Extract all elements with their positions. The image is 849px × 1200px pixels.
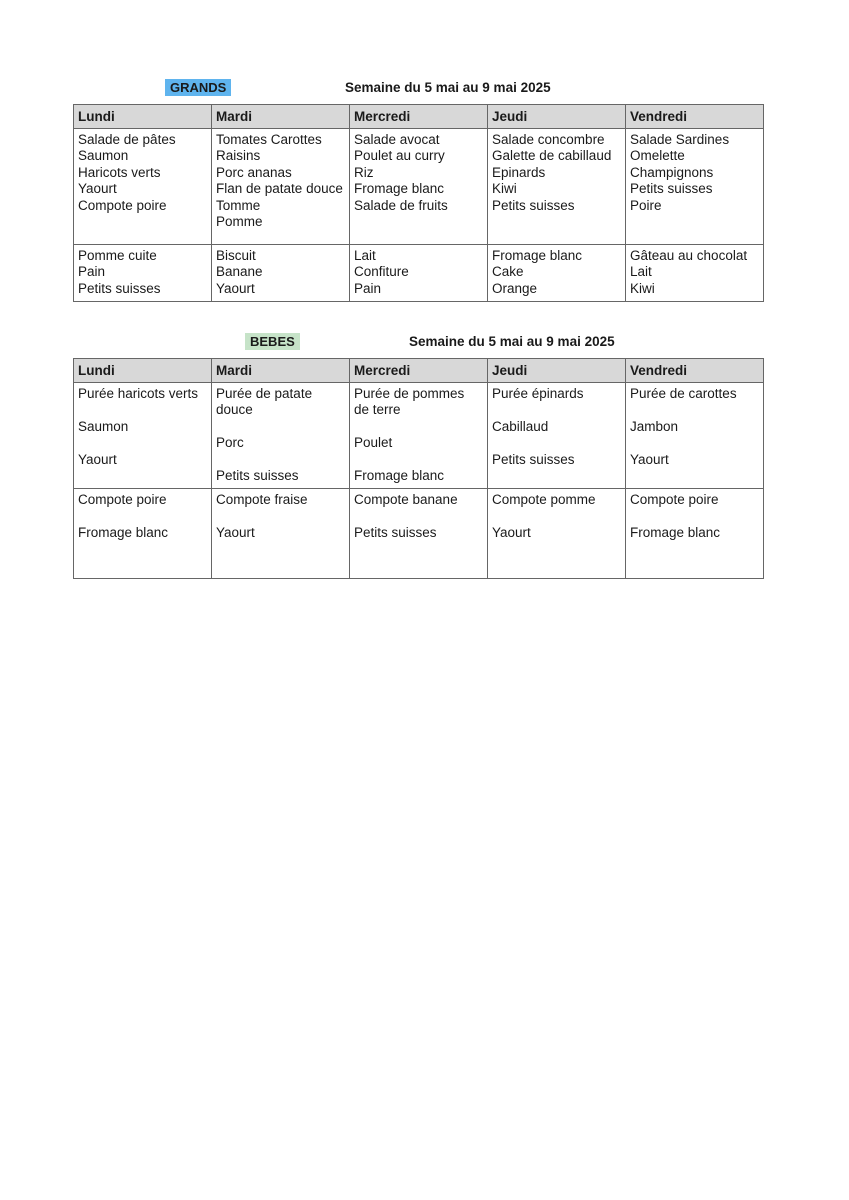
- bebes-lunch-lundi: [74, 383, 212, 489]
- menu-item: Pomme cuite: [78, 248, 157, 263]
- menu-item: Purée de pommes de terre: [354, 386, 465, 418]
- spacer: [630, 435, 759, 451]
- menu-item: Raisins: [216, 148, 261, 164]
- menu-item: Gâteau au chocolat: [630, 248, 748, 263]
- menu-item: Riz: [354, 164, 374, 180]
- menu-item: Pain: [78, 264, 106, 280]
- menu-item: Salade de fruits: [354, 197, 448, 213]
- menu-item: Salade Sardines: [630, 132, 730, 147]
- menu-item: Poire: [630, 197, 662, 213]
- grands-lunch-vendredi: [626, 129, 764, 245]
- menu-item: Compote fraise: [216, 492, 308, 507]
- bebes-snack-mercredi: [350, 489, 488, 579]
- menu-item: Galette de cabillaud: [492, 148, 612, 164]
- spacer: [630, 402, 759, 418]
- menu-item: Kiwi: [492, 181, 517, 197]
- grands-menu-table: [73, 104, 764, 302]
- menu-item: Yaourt: [78, 181, 117, 197]
- menu-item: Compote poire: [630, 492, 719, 507]
- menu-item: Epinards: [492, 164, 546, 180]
- menu-item: Petits suisses: [78, 280, 161, 296]
- menu-item: Pain: [354, 280, 382, 296]
- grands-week-title: Semaine du 5 mai au 9 mai 2025: [345, 80, 551, 95]
- bebes-snack-vendredi: [626, 489, 764, 579]
- grands-header: [0, 78, 849, 98]
- spacer: [78, 435, 207, 451]
- menu-item: Compote banane: [354, 492, 458, 507]
- grands-day-mardi: Mardi: [212, 105, 350, 129]
- menu-item: Petits suisses: [216, 468, 299, 483]
- menu-item: Yaourt: [492, 524, 531, 540]
- bebes-day-vendredi: Vendredi: [626, 359, 764, 383]
- grands-snack-mardi: [212, 245, 350, 302]
- grands-label: GRANDS: [165, 79, 231, 96]
- menu-item: Jambon: [630, 418, 679, 434]
- bebes-day-mardi: Mardi: [212, 359, 350, 383]
- menu-item: Porc: [216, 435, 244, 451]
- menu-item: Poulet au curry: [354, 148, 445, 164]
- grands-lunch-mardi: [212, 129, 350, 245]
- bebes-lunch-mardi: [212, 383, 350, 489]
- menu-item: Petits suisses: [630, 181, 713, 197]
- spacer: [216, 508, 345, 524]
- grands-snack-vendredi: [626, 245, 764, 302]
- menu-item: Fromage blanc: [630, 524, 721, 540]
- bebes-lunch-mercredi: [350, 383, 488, 489]
- grands-day-vendredi: Vendredi: [626, 105, 764, 129]
- menu-item: Confiture: [354, 264, 409, 280]
- menu-item: Petits suisses: [492, 197, 575, 213]
- grands-lunch-row: [74, 129, 764, 245]
- menu-item: Pomme: [216, 214, 263, 230]
- menu-item: Salade de pâtes: [78, 132, 176, 147]
- bebes-day-jeudi: Jeudi: [488, 359, 626, 383]
- menu-item: Petits suisses: [354, 524, 437, 540]
- spacer: [492, 435, 621, 451]
- bebes-lunch-vendredi: [626, 383, 764, 489]
- spacer: [492, 508, 621, 524]
- grands-snack-lundi: [74, 245, 212, 302]
- bebes-snack-row: [74, 489, 764, 579]
- bebes-snack-jeudi: [488, 489, 626, 579]
- menu-item: Tomates Carottes: [216, 132, 322, 147]
- menu-item: Compote poire: [78, 197, 167, 213]
- grands-lunch-jeudi: [488, 129, 626, 245]
- menu-item: Flan de patate douce: [216, 181, 343, 197]
- menu-item: Saumon: [78, 418, 129, 434]
- menu-item: Salade concombre: [492, 132, 605, 147]
- menu-item: Compote poire: [78, 492, 167, 507]
- menu-item: Purée épinards: [492, 386, 584, 401]
- menu-item: Yaourt: [216, 524, 255, 540]
- spacer: [354, 508, 483, 524]
- grands-lunch-lundi: [74, 129, 212, 245]
- menu-item: Kiwi: [630, 280, 655, 296]
- menu-item: Purée haricots verts: [78, 386, 199, 401]
- grands-snack-row: [74, 245, 764, 302]
- menu-item: Salade avocat: [354, 132, 440, 147]
- menu-item: Orange: [492, 280, 538, 296]
- spacer: [216, 452, 345, 468]
- grands-day-lundi: Lundi: [74, 105, 212, 129]
- menu-item: Fromage blanc: [492, 248, 583, 263]
- menu-item: Haricots verts: [78, 164, 161, 180]
- menu-item: Fromage blanc: [354, 468, 445, 483]
- menu-item: Tomme: [216, 197, 261, 213]
- bebes-header: [0, 332, 849, 352]
- menu-item: Cake: [492, 264, 524, 280]
- spacer: [216, 419, 345, 435]
- menu-item: Omelette: [630, 148, 685, 164]
- menu-item: Biscuit: [216, 248, 256, 263]
- menu-item: Yaourt: [630, 451, 669, 467]
- spacer: [78, 508, 207, 524]
- grands-day-mercredi: Mercredi: [350, 105, 488, 129]
- menu-item: Purée de patate douce: [216, 386, 313, 418]
- bebes-label: BEBES: [245, 333, 300, 350]
- grands-day-jeudi: Jeudi: [488, 105, 626, 129]
- bebes-day-header-row: [74, 359, 764, 383]
- menu-item: Poulet: [354, 435, 393, 451]
- spacer: [630, 508, 759, 524]
- grands-lunch-mercredi: [350, 129, 488, 245]
- menu-item: Fromage blanc: [354, 181, 445, 197]
- menu-item: Purée de carottes: [630, 386, 737, 401]
- menu-item: Compote pomme: [492, 492, 596, 507]
- bebes-lunch-row: [74, 383, 764, 489]
- menu-item: Petits suisses: [492, 451, 575, 467]
- menu-item: Banane: [216, 264, 263, 280]
- grands-snack-jeudi: [488, 245, 626, 302]
- menu-item: Lait: [630, 264, 652, 280]
- menu-item: Champignons: [630, 164, 714, 180]
- spacer: [354, 419, 483, 435]
- menu-item: Cabillaud: [492, 418, 549, 434]
- menu-item: Fromage blanc: [78, 524, 169, 540]
- bebes-week-title: Semaine du 5 mai au 9 mai 2025: [409, 334, 615, 349]
- grands-day-header-row: [74, 105, 764, 129]
- spacer: [354, 452, 483, 468]
- menu-item: Yaourt: [78, 451, 117, 467]
- menu-item: Yaourt: [216, 280, 255, 296]
- menu-item: Saumon: [78, 148, 129, 164]
- spacer: [78, 402, 207, 418]
- bebes-snack-lundi: [74, 489, 212, 579]
- spacer: [492, 402, 621, 418]
- bebes-day-mercredi: Mercredi: [350, 359, 488, 383]
- bebes-lunch-jeudi: [488, 383, 626, 489]
- bebes-menu-table: [73, 358, 764, 579]
- bebes-snack-mardi: [212, 489, 350, 579]
- bebes-day-lundi: Lundi: [74, 359, 212, 383]
- menu-item: Lait: [354, 248, 376, 263]
- menu-item: Porc ananas: [216, 164, 292, 180]
- grands-snack-mercredi: [350, 245, 488, 302]
